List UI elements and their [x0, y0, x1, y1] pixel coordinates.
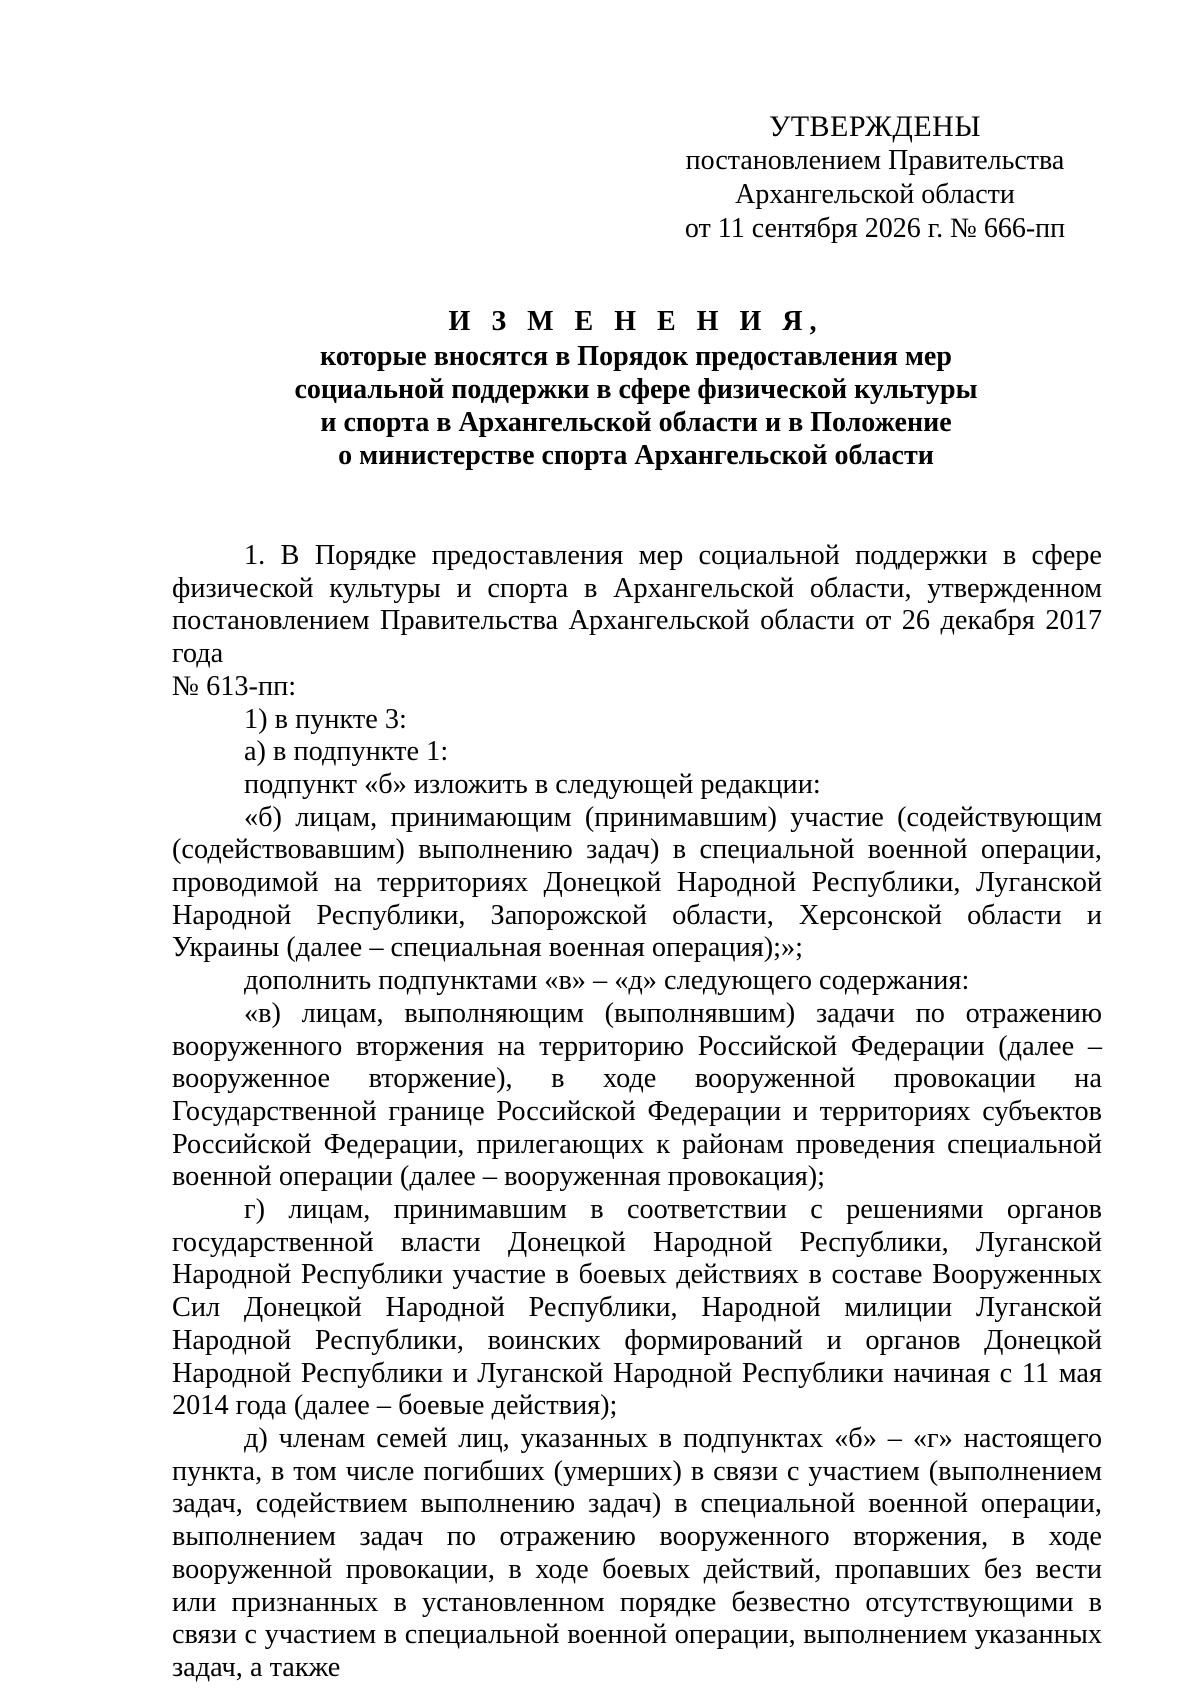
title-line-2: социальной поддержки в сфере физической культуры — [294, 374, 978, 405]
approval-line-2: Архангельской области — [735, 179, 1015, 210]
paragraph-7: «в) лицам, выполняющим (выполнявшим) задачи по отражению вооруженного вторжения на территорию Российской Федерации (далее – вооруженное вторжение), в ходе вооруженной провокации на Государственной границе Российской Федерации и территориях субъектов Российской Федерации, прилегающих к районам проведения специальной военной операции (далее – вооруженная провокация); — [172, 997, 1102, 1193]
paragraph-6: дополнить подпунктами «в» – «д» следующего содержания: — [244, 965, 970, 997]
title-line-4: о министерстве спорта Архангельской области — [338, 440, 934, 471]
approval-line-1: постановлением Правительства — [685, 145, 1065, 176]
paragraph-3: а) в подпункте 1: — [244, 736, 449, 768]
paragraph-9: д) членам семей лиц, указанных в подпунктах «б» – «г» настоящего пункта, в том числе погибших (умерших) в связи с участием (выполнением задач, содействием выполнению задач) в специальной военной операции, выполнением задач по отражению вооруженного вторжения, в ходе вооруженной провокации, в ходе боевых действий, пропавших без вести или признанных в установленном порядке безвестно отсутствующими в связи с участием в специальной военной операции, выполнением указанных задач, а также — [172, 1422, 1102, 1683]
approval-stamp — [660, 110, 1090, 246]
approval-line-3: от 11 сентября 2026 г. № 666-пп — [684, 213, 1066, 244]
paragraph-2: 1) в пункте 3: — [244, 703, 407, 735]
document-body — [172, 540, 1102, 1685]
approval-heading: УТВЕРЖДЕНЫ — [768, 110, 982, 143]
paragraph-1: 1. В Порядке предоставления мер социальной поддержки в сфере физической культуры и спорта в Архангельской области, утвержденном постановлением Правительства Архангельской области от 26 декабря 2017 года № 613-пп: — [172, 540, 1102, 702]
paragraph-5: «б) лицам, принимающим (принимавшим) участие (содействующим (содействовавшим) выполнению задач) в специальной военной операции, проводимой на территориях Донецкой Народной Республики, Луганской Народной Республики, Запорожской области, Херсонской области и Украины (далее – специальная военная операция);»; — [172, 801, 1102, 964]
title-line-3: и спорта в Архангельской области и в Положение — [320, 407, 952, 438]
title-caption: И З М Е Н Е Н И Я, — [448, 306, 824, 337]
paragraph-8: г) лицам, принимавшим в соответствии с решениями органов государственной власти Донецкой Народной Республики, Луганской Народной Республики участие в боевых действиях в составе Вооруженных Сил Донецкой Народной Республики, Народной милиции Луганской Народной Республики, воинских формирований и органов Донецкой Народной Республики и Луганской Народной Республики начиная с 11 мая 2014 года (далее – боевые действия); — [172, 1194, 1102, 1422]
document-title — [172, 305, 1100, 472]
title-line-1: которые вносятся в Порядок предоставления мер — [320, 341, 952, 372]
paragraph-4: подпункт «б» изложить в следующей редакции: — [244, 768, 821, 800]
